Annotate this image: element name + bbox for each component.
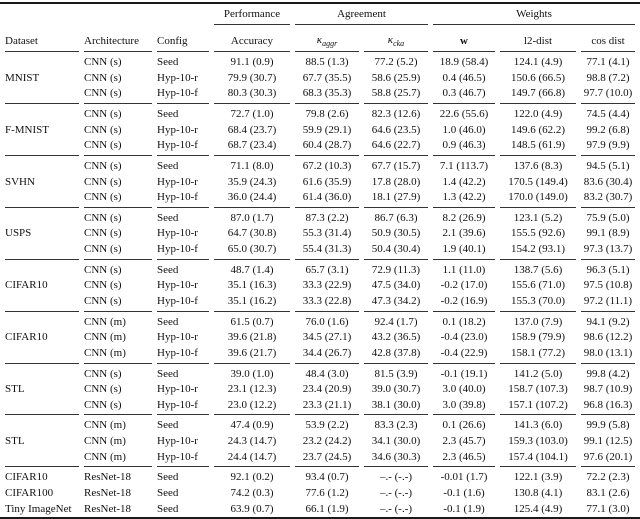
kappa-cka-cell: 77.2 (5.2) [374, 56, 418, 69]
accuracy-cell: 47.4 (0.9) [214, 414, 290, 433]
architecture-cell: CNN (s) [84, 398, 122, 411]
group-header-performance: Performance [214, 4, 290, 25]
kappa-aggr-cell: 88.5 (1.3) [305, 56, 349, 69]
kappa-cka-cell: 18.1 (27.9) [371, 191, 421, 204]
dataset-cell: CIFAR10 [5, 279, 48, 292]
kappa-cka-cell: 47.5 (34.0) [371, 279, 421, 292]
config-cell: Seed [157, 502, 179, 515]
w-cell: 1.1 (11.0) [433, 259, 495, 278]
l2-dist-cell: 158.7 (107.3) [508, 383, 568, 396]
config-cell: Hyp-10-r [157, 279, 198, 292]
kappa-cka-cell: 50.9 (30.5) [371, 227, 421, 240]
config-cell: Hyp-10-r [157, 123, 198, 136]
accuracy-cell: 24.4 (14.7) [227, 450, 277, 463]
table-row [5, 486, 635, 502]
accuracy-cell: 36.0 (24.4) [227, 191, 277, 204]
cos-dist-cell: 97.9 (9.9) [586, 139, 630, 152]
table-row [5, 382, 635, 398]
table-row [5, 501, 635, 517]
kappa-aggr-cell: 79.8 (2.6) [295, 103, 359, 122]
dataset-cell [5, 242, 79, 259]
l2-dist-cell: 123.1 (5.2) [500, 207, 576, 226]
kappa-cka-cell: 50.4 (30.4) [371, 243, 421, 256]
architecture-cell: CNN (s) [84, 56, 122, 69]
kappa-cka-cell: –.- (-.-) [364, 466, 428, 485]
w-cell: 0.1 (18.2) [433, 311, 495, 330]
kappa-aggr-cell: 53.9 (2.2) [295, 414, 359, 433]
l2-dist-cell: 155.3 (70.0) [510, 294, 566, 307]
accuracy-cell: 61.5 (0.7) [214, 311, 290, 330]
group-header-weights: Weights [433, 4, 635, 25]
architecture-cell: CNN (s) [84, 207, 152, 226]
table-body [5, 52, 635, 517]
cos-dist-cell: 97.3 (13.7) [583, 243, 633, 256]
kappa-aggr-cell: 61.6 (35.9) [302, 175, 352, 188]
cos-dist-cell: 83.1 (2.6) [586, 487, 630, 500]
l2-dist-cell: 155.6 (71.0) [510, 279, 566, 292]
dataset-cell: CIFAR100 [5, 487, 54, 500]
kappa-cka-cell: 82.3 (12.6) [364, 103, 428, 122]
column-header-dataset: Dataset [5, 25, 79, 52]
architecture-cell: CNN (s) [84, 191, 122, 204]
config-cell: Seed [157, 155, 209, 174]
column-header-accuracy: Accuracy [214, 25, 290, 52]
accuracy-cell: 92.1 (0.2) [214, 466, 290, 485]
dataset-cell [5, 345, 79, 362]
table-row [5, 138, 635, 155]
table-row [5, 311, 635, 330]
accuracy-cell: 48.7 (1.4) [214, 259, 290, 278]
dataset-cell: CIFAR10 [5, 331, 48, 344]
architecture-cell: CNN (m) [84, 346, 126, 359]
dataset-cell [5, 86, 79, 103]
cos-dist-cell: 94.5 (5.1) [581, 155, 635, 174]
architecture-cell: CNN (s) [84, 294, 122, 307]
kappa-aggr-cell: 77.6 (1.2) [305, 487, 349, 500]
dataset-cell [5, 293, 79, 310]
cos-dist-cell: 99.9 (5.8) [581, 414, 635, 433]
dataset-cell: SVHN [5, 175, 35, 188]
cos-dist-cell: 97.5 (10.8) [583, 279, 633, 292]
kappa-cka-cell: 64.6 (22.7) [371, 139, 421, 152]
accuracy-cell: 68.7 (23.4) [227, 139, 277, 152]
dataset-cell [5, 207, 79, 226]
config-cell: Hyp-10-f [157, 450, 198, 463]
l2-dist-cell: 137.0 (7.9) [500, 311, 576, 330]
architecture-cell: CNN (m) [84, 311, 152, 330]
kappa-aggr-symbol: $\kappa_{aggr}$ [316, 33, 338, 48]
table-row [5, 434, 635, 450]
kappa-cka-cell: –.- (-.-) [379, 487, 413, 500]
column-header-cos-dist: cos dist [581, 25, 635, 52]
cos-dist-cell: 72.2 (2.3) [581, 466, 635, 485]
kappa-aggr-cell: 23.7 (24.5) [302, 450, 352, 463]
table-row [5, 70, 635, 86]
dataset-cell [5, 449, 79, 466]
dataset-cell [5, 190, 79, 207]
w-cell: -0.4 (22.9) [440, 346, 488, 359]
l2-dist-cell: 157.4 (104.1) [508, 450, 568, 463]
config-cell: Seed [157, 259, 209, 278]
accuracy-cell: 35.9 (24.3) [227, 175, 277, 188]
config-cell: Hyp-10-r [157, 227, 198, 240]
l2-dist-cell: 155.5 (92.6) [510, 227, 566, 240]
l2-dist-cell: 137.6 (8.3) [500, 155, 576, 174]
dataset-cell: Tiny ImageNet [5, 502, 72, 515]
l2-dist-cell: 148.5 (61.9) [510, 139, 566, 152]
config-cell: Hyp-10-r [157, 71, 198, 84]
table-row [5, 363, 635, 382]
kappa-cka-cell: 83.3 (2.3) [364, 414, 428, 433]
kappa-cka-cell: –.- (-.-) [379, 502, 413, 515]
w-cell: 1.9 (40.1) [442, 243, 486, 256]
architecture-cell: CNN (m) [84, 450, 126, 463]
config-cell: Hyp-10-f [157, 346, 198, 359]
kappa-cka-cell: 67.7 (15.7) [364, 155, 428, 174]
column-header-l2-dist: l2-dist [500, 25, 576, 52]
w-cell: 3.0 (39.8) [442, 398, 486, 411]
kappa-aggr-cell: 34.4 (26.7) [302, 346, 352, 359]
accuracy-cell: 23.1 (12.3) [227, 383, 277, 396]
kappa-aggr-cell: 23.3 (21.1) [302, 398, 352, 411]
config-cell: Seed [157, 311, 209, 330]
l2-dist-cell: 149.6 (62.2) [510, 123, 566, 136]
w-cell: 3.0 (40.0) [442, 383, 486, 396]
kappa-cka-cell: 34.1 (30.0) [371, 435, 421, 448]
l2-dist-cell: 125.4 (4.9) [513, 502, 563, 515]
architecture-cell: CNN (s) [84, 71, 122, 84]
table-row [5, 345, 635, 362]
dataset-cell [5, 52, 79, 70]
kappa-cka-cell: 92.4 (1.7) [364, 311, 428, 330]
kappa-cka-cell: 47.3 (34.2) [371, 294, 421, 307]
l2-dist-cell: 157.1 (107.2) [508, 398, 568, 411]
dataset-cell [5, 103, 79, 122]
dataset-cell [5, 363, 79, 382]
table-row [5, 52, 635, 70]
group-header-spacer [5, 4, 209, 25]
dataset-cell [5, 397, 79, 414]
table-row [5, 190, 635, 207]
kappa-aggr-cell: 68.3 (35.3) [302, 87, 352, 100]
cos-dist-cell: 99.2 (6.8) [586, 123, 630, 136]
kappa-aggr-cell: 67.2 (10.3) [295, 155, 359, 174]
l2-dist-cell: 150.6 (66.5) [510, 71, 566, 84]
group-header-agreement: Agreement [295, 4, 428, 25]
l2-dist-cell: 122.1 (3.9) [500, 466, 576, 485]
w-cell: 0.4 (46.5) [442, 71, 486, 84]
cos-dist-cell: 97.2 (11.1) [583, 294, 633, 307]
kappa-aggr-cell: 23.2 (24.2) [302, 435, 352, 448]
column-header-config: Config [157, 25, 209, 52]
dataset-cell: MNIST [5, 71, 40, 84]
w-cell: 2.3 (45.7) [442, 435, 486, 448]
w-cell: -0.01 (1.7) [433, 466, 495, 485]
accuracy-cell: 39.6 (21.7) [227, 346, 277, 359]
table-row [5, 330, 635, 346]
kappa-aggr-cell: 93.4 (0.7) [295, 466, 359, 485]
kappa-aggr-cell: 33.3 (22.8) [302, 294, 352, 307]
accuracy-cell: 74.2 (0.3) [230, 487, 274, 500]
architecture-cell: ResNet-18 [84, 502, 132, 515]
kappa-cka-cell: 42.8 (37.8) [371, 346, 421, 359]
architecture-cell: CNN (m) [84, 331, 126, 344]
accuracy-cell: 87.0 (1.7) [214, 207, 290, 226]
accuracy-cell: 39.6 (21.8) [227, 331, 277, 344]
column-header-kappa-cka [364, 25, 428, 52]
accuracy-cell: 71.1 (8.0) [214, 155, 290, 174]
dataset-cell: STL [5, 383, 25, 396]
architecture-cell: CNN (s) [84, 279, 122, 292]
w-cell: -0.2 (17.0) [440, 279, 488, 292]
config-cell: Hyp-10-f [157, 191, 198, 204]
l2-dist-cell: 122.0 (4.9) [500, 103, 576, 122]
l2-dist-cell: 124.1 (4.9) [513, 56, 563, 69]
accuracy-cell: 35.1 (16.2) [227, 294, 277, 307]
kappa-aggr-cell: 34.5 (27.1) [302, 331, 352, 344]
cos-dist-cell: 75.9 (5.0) [581, 207, 635, 226]
config-cell: Hyp-10-f [157, 294, 198, 307]
kappa-cka-cell: 72.9 (11.3) [364, 259, 428, 278]
config-cell: Seed [157, 56, 179, 69]
config-cell: Hyp-10-r [157, 435, 198, 448]
accuracy-cell: 68.4 (23.7) [227, 123, 277, 136]
config-cell: Hyp-10-f [157, 87, 198, 100]
w-cell: 0.9 (46.3) [442, 139, 486, 152]
column-header-kappa-aggr [295, 25, 359, 52]
table-row [5, 414, 635, 433]
w-cell: 0.3 (46.7) [442, 87, 486, 100]
dataset-cell [5, 414, 79, 433]
kappa-aggr-cell: 33.3 (22.9) [302, 279, 352, 292]
column-header-architecture: Architecture [84, 25, 152, 52]
kappa-aggr-cell: 65.7 (3.1) [295, 259, 359, 278]
w-cell: 1.4 (42.2) [442, 175, 486, 188]
config-cell: Hyp-10-f [157, 139, 198, 152]
architecture-cell: ResNet-18 [84, 487, 132, 500]
l2-dist-cell: 130.8 (4.1) [513, 487, 563, 500]
architecture-cell: CNN (s) [84, 87, 122, 100]
w-cell: 8.2 (26.9) [433, 207, 495, 226]
accuracy-cell: 63.9 (0.7) [230, 502, 274, 515]
config-cell: Hyp-10-r [157, 383, 198, 396]
dataset-cell [5, 138, 79, 155]
l2-dist-cell: 170.0 (149.0) [508, 191, 568, 204]
cos-dist-cell: 98.8 (7.2) [586, 71, 630, 84]
kappa-cka-symbol: $\kappa_{cka}$ [387, 33, 405, 48]
l2-dist-cell: 138.7 (5.6) [500, 259, 576, 278]
column-header-row [5, 25, 635, 52]
kappa-cka-cell: 58.8 (25.7) [371, 87, 421, 100]
table-row [5, 207, 635, 226]
l2-dist-cell: 159.3 (103.0) [508, 435, 568, 448]
config-cell: Seed [157, 466, 209, 485]
accuracy-cell: 64.7 (30.8) [227, 227, 277, 240]
dataset-cell: USPS [5, 227, 32, 240]
config-cell: Seed [157, 103, 209, 122]
table-row [5, 397, 635, 414]
architecture-cell: CNN (s) [84, 103, 152, 122]
kappa-aggr-cell: 76.0 (1.6) [295, 311, 359, 330]
dataset-cell: CIFAR10 [5, 466, 79, 485]
l2-dist-cell: 141.2 (5.0) [500, 363, 576, 382]
architecture-cell: CNN (m) [84, 414, 152, 433]
w-cell: -0.1 (1.9) [443, 502, 485, 515]
w-cell: 18.9 (58.4) [439, 56, 489, 69]
architecture-cell: CNN (s) [84, 363, 152, 382]
dataset-cell: STL [5, 435, 25, 448]
cos-dist-cell: 83.2 (30.7) [583, 191, 633, 204]
table-row [5, 278, 635, 294]
accuracy-cell: 39.0 (1.0) [214, 363, 290, 382]
cos-dist-cell: 97.6 (20.1) [583, 450, 633, 463]
kappa-aggr-cell: 67.7 (35.5) [302, 71, 352, 84]
kappa-aggr-cell: 66.1 (1.9) [305, 502, 349, 515]
w-cell: 2.3 (46.5) [442, 450, 486, 463]
l2-dist-cell: 154.2 (93.1) [510, 243, 566, 256]
w-cell: 22.6 (55.6) [433, 103, 495, 122]
config-cell: Hyp-10-f [157, 243, 198, 256]
kappa-aggr-cell: 55.3 (31.4) [302, 227, 352, 240]
config-cell: Hyp-10-r [157, 175, 198, 188]
dataset-cell [5, 259, 79, 278]
kappa-aggr-cell: 87.3 (2.2) [295, 207, 359, 226]
kappa-cka-cell: 64.6 (23.5) [371, 123, 421, 136]
cos-dist-cell: 94.1 (9.2) [581, 311, 635, 330]
l2-dist-cell: 149.7 (66.8) [510, 87, 566, 100]
kappa-aggr-cell: 48.4 (3.0) [295, 363, 359, 382]
architecture-cell: CNN (s) [84, 123, 122, 136]
accuracy-cell: 35.1 (16.3) [227, 279, 277, 292]
w-cell: 1.0 (46.0) [442, 123, 486, 136]
kappa-aggr-cell: 55.4 (31.3) [302, 243, 352, 256]
cos-dist-cell: 83.6 (30.4) [583, 175, 633, 188]
kappa-cka-cell: 81.5 (3.9) [364, 363, 428, 382]
cos-dist-cell: 99.1 (8.9) [586, 227, 630, 240]
dataset-cell [5, 311, 79, 330]
table-row [5, 122, 635, 138]
table-row [5, 466, 635, 485]
table-row [5, 293, 635, 310]
architecture-cell: CNN (m) [84, 435, 126, 448]
architecture-cell: CNN (s) [84, 155, 152, 174]
cos-dist-cell: 98.0 (13.1) [583, 346, 633, 359]
w-cell: 7.1 (113.7) [433, 155, 495, 174]
kappa-cka-cell: 17.8 (28.0) [371, 175, 421, 188]
config-cell: Seed [157, 363, 209, 382]
config-cell: Seed [157, 487, 179, 500]
w-cell: -0.4 (23.0) [440, 331, 488, 344]
kappa-aggr-cell: 23.4 (20.9) [302, 383, 352, 396]
architecture-cell: CNN (s) [84, 175, 122, 188]
w-cell: 1.3 (42.2) [442, 191, 486, 204]
accuracy-cell: 80.3 (30.3) [227, 87, 277, 100]
config-cell: Seed [157, 207, 209, 226]
cos-dist-cell: 96.3 (5.1) [581, 259, 635, 278]
architecture-cell: CNN (s) [84, 243, 122, 256]
w-cell: -0.1 (1.6) [443, 487, 485, 500]
architecture-cell: CNN (s) [84, 259, 152, 278]
w-cell: -0.2 (16.9) [440, 294, 488, 307]
table-row [5, 242, 635, 259]
cos-dist-cell: 74.5 (4.4) [581, 103, 635, 122]
architecture-cell: CNN (s) [84, 139, 122, 152]
architecture-cell: ResNet-18 [84, 466, 152, 485]
l2-dist-cell: 170.5 (149.4) [508, 175, 568, 188]
w-cell: -0.1 (19.1) [433, 363, 495, 382]
kappa-aggr-cell: 60.4 (28.7) [302, 139, 352, 152]
cos-dist-cell: 98.7 (10.9) [583, 383, 633, 396]
results-table [0, 2, 640, 519]
table-row [5, 103, 635, 122]
cos-dist-cell: 99.8 (4.2) [581, 363, 635, 382]
cos-dist-cell: 99.1 (12.5) [583, 435, 633, 448]
column-header-w: w [433, 25, 495, 52]
cos-dist-cell: 97.7 (10.0) [583, 87, 633, 100]
kappa-aggr-cell: 59.9 (29.1) [302, 123, 352, 136]
accuracy-cell: 72.7 (1.0) [214, 103, 290, 122]
table-row [5, 174, 635, 190]
kappa-aggr-cell: 61.4 (36.0) [302, 191, 352, 204]
table-row [5, 226, 635, 242]
table-row [5, 86, 635, 103]
w-cell: 0.1 (26.6) [433, 414, 495, 433]
kappa-cka-cell: 39.0 (30.7) [371, 383, 421, 396]
l2-dist-cell: 158.1 (77.2) [510, 346, 566, 359]
accuracy-cell: 23.0 (12.2) [227, 398, 277, 411]
config-cell: Hyp-10-r [157, 331, 198, 344]
architecture-cell: CNN (s) [84, 383, 122, 396]
kappa-cka-cell: 86.7 (6.3) [364, 207, 428, 226]
accuracy-cell: 24.3 (14.7) [227, 435, 277, 448]
cos-dist-cell: 77.1 (4.1) [586, 56, 630, 69]
config-cell: Hyp-10-f [157, 398, 198, 411]
accuracy-cell: 79.9 (30.7) [227, 71, 277, 84]
architecture-cell: CNN (s) [84, 227, 122, 240]
accuracy-cell: 91.1 (0.9) [230, 56, 274, 69]
group-header-row [5, 4, 635, 25]
kappa-cka-cell: 38.1 (30.0) [371, 398, 421, 411]
dataset-cell [5, 155, 79, 174]
w-cell: 2.1 (39.6) [442, 227, 486, 240]
config-cell: Seed [157, 414, 209, 433]
kappa-cka-cell: 58.6 (25.9) [371, 71, 421, 84]
table-row [5, 259, 635, 278]
kappa-cka-cell: 34.6 (30.3) [371, 450, 421, 463]
accuracy-cell: 65.0 (30.7) [227, 243, 277, 256]
table-row [5, 449, 635, 466]
l2-dist-cell: 158.9 (79.9) [510, 331, 566, 344]
dataset-cell: F-MNIST [5, 123, 50, 136]
cos-dist-cell: 98.6 (12.2) [583, 331, 633, 344]
kappa-cka-cell: 43.2 (36.5) [371, 331, 421, 344]
cos-dist-cell: 96.8 (16.3) [583, 398, 633, 411]
table-row [5, 155, 635, 174]
cos-dist-cell: 77.1 (3.0) [586, 502, 630, 515]
l2-dist-cell: 141.3 (6.0) [500, 414, 576, 433]
